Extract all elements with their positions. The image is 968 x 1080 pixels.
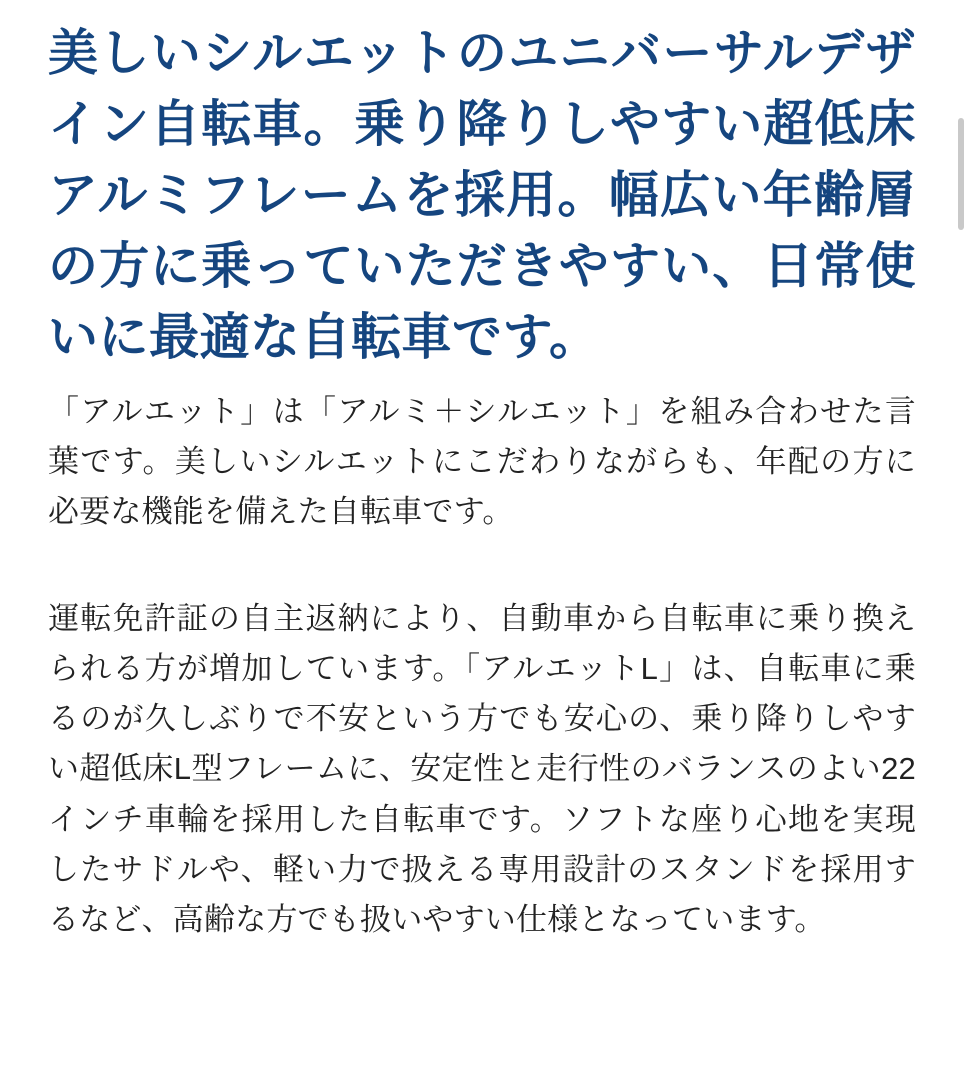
vertical-scrollbar[interactable] <box>954 0 968 1080</box>
body-paragraph-1: 「アルエット」は「アルミ＋シルエット」を組み合わせた言葉です。美しいシルエットにこだわりながらも、年配の方に必要な機能を備えた自転車です。 <box>48 394 916 530</box>
body-paragraph-2: 運転免許証の自主返納により、自動車から自転車に乗り換えられる方が増加しています。「アルエットL」は、自転車に乗るのが久しぶりで不安という方でも安心の、乗り降りしやすい超低床L型フレームに、安定性と走行性のバランスのよい22インチ車輪を採用した自転車です。ソフトな座り心地を実現したサドルや、軽い力で扱える専用設計のスタンドを採用するなど、高齢な方でも扱いやすい仕様となっています。 <box>48 600 916 937</box>
paragraph-spacer <box>48 538 916 594</box>
scrollbar-thumb[interactable] <box>958 118 964 230</box>
page-headline: 美しいシルエットのユニバーサルデザイン自転車。乗り降りしやすい超低床アルミフレームを採用。幅広い年齢層の方に乗っていただきやすい、日常使いに最適な自転車です。 <box>48 25 916 365</box>
